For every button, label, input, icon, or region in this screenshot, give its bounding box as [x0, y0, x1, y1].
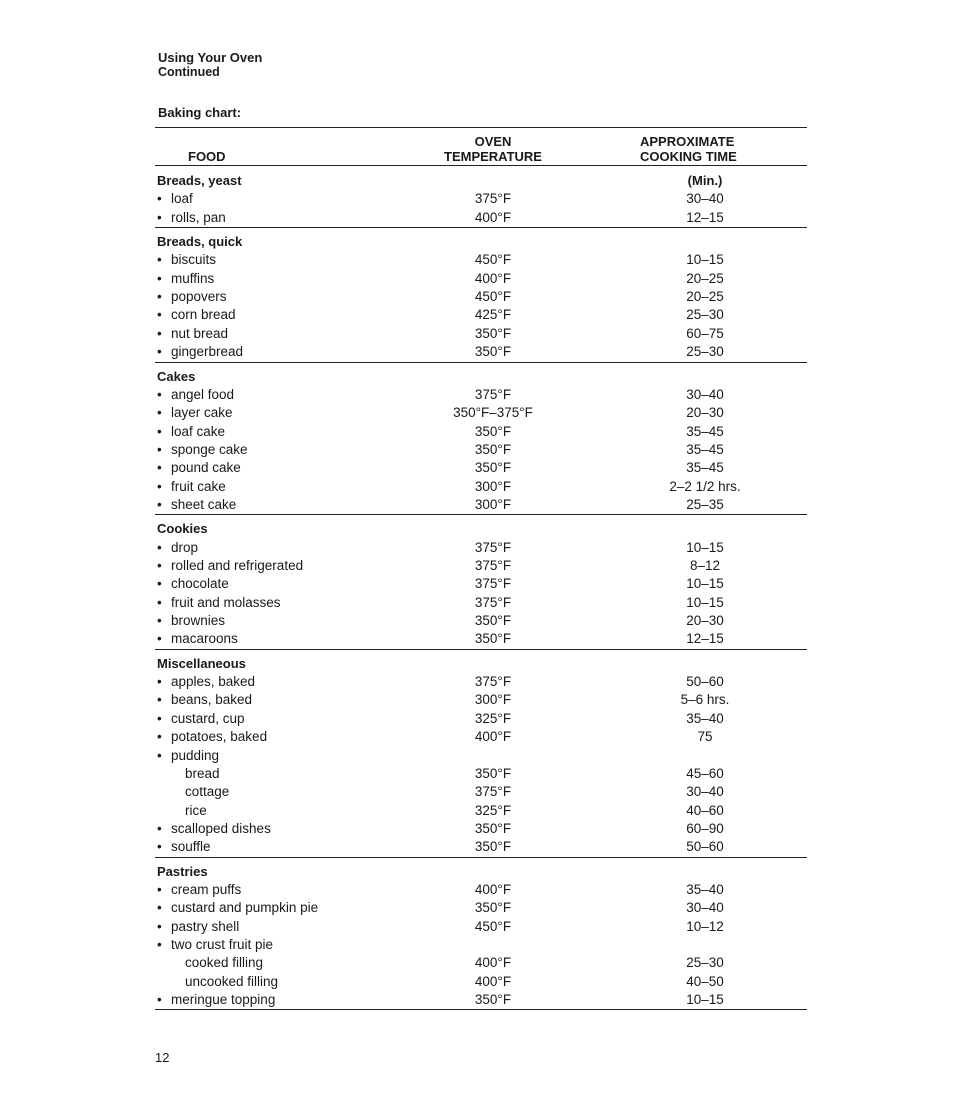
- food-name: brownies: [171, 613, 226, 629]
- bullet-icon: •: [157, 576, 162, 592]
- section-heading-row: [0, 173, 954, 191]
- bullet-icon: •: [157, 613, 162, 629]
- bullet-icon: •: [157, 270, 162, 286]
- bullet-icon: •: [157, 674, 162, 690]
- cooking-time: 20–25: [686, 270, 724, 286]
- bullet-icon: •: [157, 881, 162, 897]
- bullet-icon: •: [157, 558, 162, 573]
- food-name: uncooked filling: [185, 973, 279, 989]
- table-row: [0, 191, 954, 209]
- bullet-icon: •: [157, 918, 162, 934]
- food-name: rolled and refrigerated: [171, 558, 304, 573]
- bullet-icon: •: [157, 325, 162, 341]
- column-header-food: FOOD: [188, 149, 226, 164]
- table-row: [0, 424, 954, 442]
- oven-temperature: 350°F: [474, 325, 512, 341]
- oven-temperature: 450°F: [474, 252, 512, 268]
- food-name: custard and pumpkin pie: [171, 900, 319, 916]
- oven-temperature: 300°F: [474, 692, 512, 708]
- bullet-icon: •: [157, 405, 162, 421]
- bullet-icon: •: [157, 209, 162, 225]
- cooking-time: 50–60: [686, 839, 724, 855]
- food-name: beans, baked: [171, 692, 253, 708]
- section-heading: Cookies: [157, 521, 208, 537]
- cooking-time: 35–45: [686, 423, 724, 439]
- food-name: rice: [185, 802, 207, 818]
- section-heading-row: [0, 656, 954, 674]
- cooking-time: 2–2 1/2 hrs.: [669, 478, 741, 494]
- table-row: [0, 271, 954, 289]
- food-name: corn bread: [171, 307, 236, 323]
- food-name: chocolate: [171, 576, 229, 592]
- food-name: meringue topping: [171, 992, 276, 1008]
- oven-temperature: 325°F: [474, 802, 512, 818]
- bullet-icon: •: [157, 478, 162, 494]
- chart-label: Baking chart:: [158, 105, 242, 120]
- table-row: [0, 460, 954, 478]
- bullet-icon: •: [157, 307, 162, 323]
- section-divider: [155, 1009, 807, 1010]
- oven-temperature: 400°F: [474, 973, 512, 989]
- cooking-time: 25–35: [686, 496, 724, 512]
- table-row: [0, 289, 954, 307]
- bullet-icon: •: [157, 937, 162, 952]
- table-row: [0, 882, 954, 900]
- food-name: pound cake: [171, 460, 241, 476]
- bullet-icon: •: [157, 992, 162, 1008]
- oven-temperature: 375°F: [474, 576, 512, 592]
- table-row: [0, 839, 954, 857]
- section-divider: [155, 514, 807, 515]
- bullet-icon: •: [157, 594, 162, 610]
- bullet-icon: •: [157, 839, 162, 855]
- food-name: loaf cake: [171, 423, 226, 439]
- oven-temperature: 375°F: [474, 539, 512, 555]
- oven-temperature: 350°F: [474, 631, 512, 647]
- food-name: rolls, pan: [171, 209, 226, 225]
- table-row: [0, 992, 954, 1010]
- cooking-time: 8–12: [689, 558, 721, 573]
- section-heading: Breads, quick: [157, 234, 243, 250]
- oven-temperature: 375°F: [474, 594, 512, 610]
- oven-temperature: 300°F: [474, 478, 512, 494]
- cooking-time: 20–30: [686, 613, 724, 629]
- oven-temperature: 300°F: [474, 496, 512, 512]
- time-unit-note: (Min.): [687, 173, 723, 188]
- cooking-time: 10–12: [686, 918, 724, 934]
- cooking-time: 10–15: [686, 576, 724, 592]
- section-divider: [155, 649, 807, 650]
- bullet-icon: •: [157, 252, 162, 268]
- oven-temperature: 375°F: [474, 191, 512, 207]
- oven-temperature: 350°F: [474, 839, 512, 855]
- column-header-cooking-time-line2: COOKING TIME: [640, 149, 737, 164]
- section-heading-row: [0, 369, 954, 387]
- oven-temperature: 375°F: [474, 784, 512, 800]
- page-number: 12: [155, 1050, 170, 1065]
- bullet-icon: •: [157, 710, 162, 726]
- oven-temperature: 400°F: [474, 729, 512, 745]
- bullet-icon: •: [157, 460, 162, 476]
- cooking-time: 12–15: [686, 631, 724, 647]
- section-heading: Miscellaneous: [157, 655, 246, 671]
- table-row: [0, 711, 954, 729]
- cooking-time: 60–75: [686, 325, 724, 341]
- oven-temperature: 350°F: [474, 900, 512, 916]
- bullet-icon: •: [157, 900, 162, 916]
- cooking-time: 25–30: [686, 955, 724, 971]
- oven-temperature: 450°F: [474, 289, 512, 305]
- cooking-time: 40–60: [686, 802, 724, 818]
- cooking-time: 5–6 hrs.: [680, 692, 730, 708]
- table-row: [0, 326, 954, 344]
- table-row: [0, 613, 954, 631]
- section-divider: [155, 362, 807, 363]
- page-subtitle: Continued: [158, 65, 220, 79]
- food-name: bread: [185, 765, 220, 781]
- table-row: [0, 558, 954, 576]
- table-row: [0, 631, 954, 649]
- table-row: [0, 784, 954, 802]
- cooking-time: 20–25: [686, 289, 724, 305]
- food-name: scalloped dishes: [171, 820, 271, 836]
- cooking-time: 20–30: [686, 405, 724, 421]
- food-name: custard, cup: [171, 710, 245, 726]
- oven-temperature: 350°F: [474, 460, 512, 476]
- column-header-temperature-line1: OVEN: [474, 134, 512, 149]
- cooking-time: 30–40: [686, 191, 724, 207]
- cooking-time: 30–40: [686, 386, 724, 402]
- oven-temperature: 400°F: [474, 881, 512, 897]
- food-name: fruit and molasses: [171, 594, 281, 610]
- table-row: [0, 937, 954, 955]
- food-name: sheet cake: [171, 496, 237, 512]
- bullet-icon: •: [157, 386, 162, 402]
- table-row: [0, 821, 954, 839]
- table-row: [0, 405, 954, 423]
- table-row: [0, 919, 954, 937]
- food-name: apples, baked: [171, 674, 256, 690]
- cooking-time: 30–40: [686, 784, 724, 800]
- oven-temperature: 375°F: [474, 386, 512, 402]
- food-name: pastry shell: [171, 918, 240, 934]
- bullet-icon: •: [157, 289, 162, 305]
- food-name: cooked filling: [185, 955, 264, 971]
- cooking-time: 30–40: [686, 900, 724, 916]
- food-name: fruit cake: [171, 478, 226, 494]
- page-title: Using Your Oven: [158, 50, 263, 65]
- section-heading: Pastries: [157, 863, 208, 879]
- table-row: [0, 729, 954, 747]
- cooking-time: 10–15: [686, 539, 724, 555]
- oven-temperature: 350°F: [474, 765, 512, 781]
- cooking-time: 40–50: [686, 973, 724, 989]
- section-heading: Breads, yeast: [157, 173, 242, 188]
- cooking-time: 25–30: [686, 344, 724, 360]
- cooking-time: 10–15: [686, 252, 724, 268]
- oven-temperature: 375°F: [474, 674, 512, 690]
- bullet-icon: •: [157, 747, 162, 763]
- table-row: [0, 442, 954, 460]
- bullet-icon: •: [157, 631, 162, 647]
- food-name: angel food: [171, 386, 235, 402]
- bullet-icon: •: [157, 539, 162, 555]
- oven-temperature: 400°F: [474, 209, 512, 225]
- food-name: popovers: [171, 289, 227, 305]
- food-name: biscuits: [171, 252, 217, 268]
- table-row: [0, 344, 954, 362]
- cooking-time: 35–45: [686, 460, 724, 476]
- table-row: [0, 974, 954, 992]
- oven-temperature: 350°F: [474, 423, 512, 439]
- section-divider: [155, 227, 807, 228]
- bullet-icon: •: [157, 441, 162, 457]
- oven-temperature: 400°F: [474, 270, 512, 286]
- bullet-icon: •: [157, 344, 162, 360]
- table-row: [0, 307, 954, 325]
- cooking-time: 50–60: [686, 674, 724, 690]
- bullet-icon: •: [157, 191, 162, 207]
- table-row: [0, 576, 954, 594]
- food-name: cream puffs: [171, 881, 242, 897]
- bullet-icon: •: [157, 820, 162, 836]
- food-name: layer cake: [171, 405, 233, 421]
- oven-temperature: 350°F: [474, 441, 512, 457]
- table-row: [0, 387, 954, 405]
- oven-temperature: 425°F: [474, 307, 512, 323]
- bullet-icon: •: [157, 496, 162, 512]
- cooking-time: 45–60: [686, 765, 724, 781]
- food-name: gingerbread: [171, 344, 244, 360]
- table-row: [0, 540, 954, 558]
- bullet-icon: •: [157, 423, 162, 439]
- section-heading-row: [0, 234, 954, 252]
- oven-temperature: 400°F: [474, 955, 512, 971]
- section-heading-row: [0, 864, 954, 882]
- food-name: sponge cake: [171, 441, 248, 457]
- section-divider: [155, 857, 807, 858]
- cooking-time: 35–40: [686, 710, 724, 726]
- table-row: [0, 748, 954, 766]
- food-name: nut bread: [171, 325, 229, 341]
- section-heading: Cakes: [157, 368, 196, 384]
- column-header-cooking-time-line1: APPROXIMATE: [640, 134, 735, 149]
- table-row: [0, 497, 954, 515]
- food-name: two crust fruit pie: [171, 937, 274, 952]
- food-name: muffins: [171, 270, 215, 286]
- cooking-time: 12–15: [686, 209, 724, 225]
- table-row: [0, 674, 954, 692]
- column-header-temperature-line2: TEMPERATURE: [444, 149, 542, 164]
- food-name: loaf: [171, 191, 193, 207]
- table-row: [0, 479, 954, 497]
- oven-temperature: 350°F: [474, 613, 512, 629]
- table-row: [0, 955, 954, 973]
- oven-temperature: 350°F: [474, 820, 512, 836]
- table-row: [0, 252, 954, 270]
- cooking-time: 35–40: [686, 881, 724, 897]
- section-heading-row: [0, 521, 954, 539]
- cooking-time: 25–30: [686, 307, 724, 323]
- oven-temperature: 450°F: [474, 918, 512, 934]
- cooking-time: 35–45: [686, 441, 724, 457]
- oven-temperature: 350°F: [474, 992, 512, 1008]
- table-row: [0, 766, 954, 784]
- table-row: [0, 900, 954, 918]
- food-name: cottage: [185, 784, 230, 800]
- bullet-icon: •: [157, 729, 162, 745]
- food-name: pudding: [171, 747, 220, 763]
- cooking-time: 10–15: [686, 594, 724, 610]
- cooking-time: 10–15: [686, 992, 724, 1008]
- oven-temperature: 350°F–375°F: [453, 405, 533, 421]
- oven-temperature: 350°F: [474, 344, 512, 360]
- food-name: macaroons: [171, 631, 238, 647]
- oven-temperature: 375°F: [474, 558, 512, 573]
- cooking-time: 75: [697, 729, 713, 745]
- food-name: drop: [171, 539, 199, 555]
- food-name: potatoes, baked: [171, 729, 268, 745]
- table-row: [0, 692, 954, 710]
- oven-temperature: 325°F: [474, 710, 512, 726]
- bullet-icon: •: [157, 692, 162, 708]
- table-row: [0, 595, 954, 613]
- table-row: [0, 210, 954, 228]
- table-row: [0, 803, 954, 821]
- food-name: souffle: [171, 839, 211, 855]
- cooking-time: 60–90: [686, 820, 724, 836]
